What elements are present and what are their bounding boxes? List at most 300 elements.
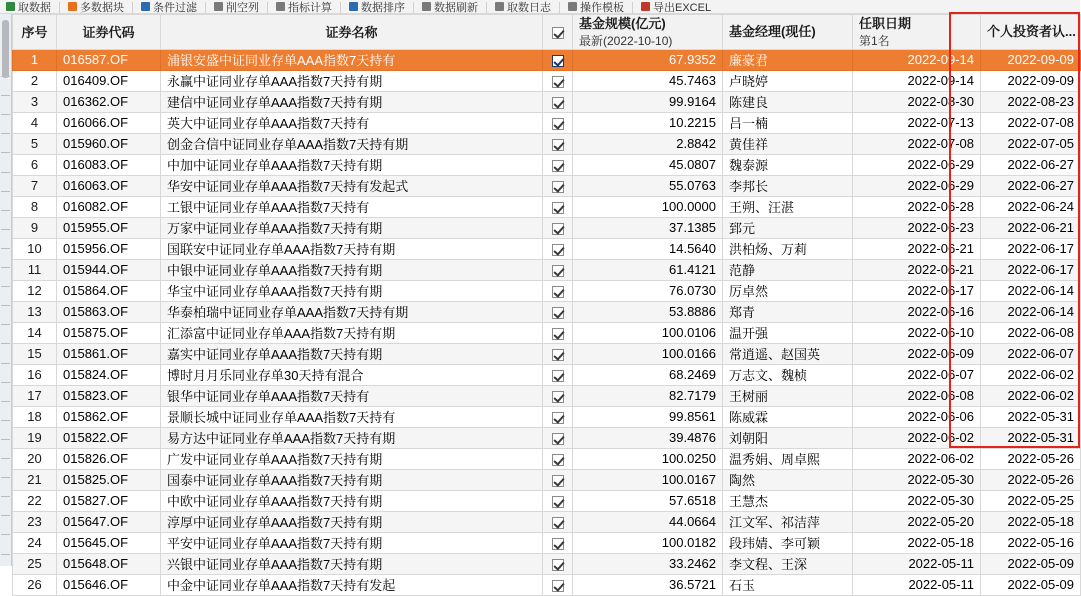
row-handle[interactable] (1, 401, 10, 402)
cell-fund-manager[interactable]: 郅元 (723, 217, 853, 238)
row-checkbox[interactable] (552, 181, 564, 193)
cell-individual-investor[interactable]: 2022-06-27 (981, 175, 1081, 196)
cell-checkbox[interactable] (543, 301, 573, 322)
table-row[interactable] (13, 448, 1081, 469)
toolbar-button-6[interactable] (416, 0, 484, 13)
cell-fund-scale[interactable]: 44.0664 (573, 511, 723, 532)
row-handle[interactable] (1, 439, 10, 440)
cell-fund-scale[interactable]: 10.2215 (573, 112, 723, 133)
toolbar-button-7[interactable] (489, 0, 557, 13)
cell-security-name[interactable]: 华安中证同业存单AAA指数7天持有发起式 (161, 175, 543, 196)
cell-security-name[interactable]: 汇添富中证同业存单AAA指数7天持有期 (161, 322, 543, 343)
cell-fund-scale[interactable]: 61.4121 (573, 259, 723, 280)
cell-checkbox[interactable] (543, 364, 573, 385)
cell-fund-scale[interactable]: 36.5721 (573, 574, 723, 595)
cell-tenure-date[interactable]: 2022-09-14 (853, 70, 981, 91)
row-handle[interactable] (1, 515, 10, 516)
cell-checkbox[interactable] (543, 238, 573, 259)
row-handle[interactable] (1, 172, 10, 173)
cell-security-name[interactable]: 易方达中证同业存单AAA指数7天持有期 (161, 427, 543, 448)
row-checkbox[interactable] (552, 391, 564, 403)
table-row[interactable] (13, 91, 1081, 112)
table-row[interactable] (13, 469, 1081, 490)
cell-security-code[interactable]: 015825.OF (57, 469, 161, 490)
cell-individual-investor[interactable]: 2022-06-17 (981, 238, 1081, 259)
cell-fund-manager[interactable]: 王树丽 (723, 385, 853, 406)
cell-tenure-date[interactable]: 2022-05-30 (853, 469, 981, 490)
row-handle[interactable] (1, 305, 10, 306)
row-handle[interactable] (1, 248, 10, 249)
cell-index[interactable]: 19 (13, 427, 57, 448)
cell-tenure-date[interactable]: 2022-05-20 (853, 511, 981, 532)
row-checkbox[interactable] (552, 55, 564, 67)
column-header-tenure-date[interactable] (853, 15, 981, 50)
cell-security-name[interactable]: 嘉实中证同业存单AAA指数7天持有期 (161, 343, 543, 364)
row-handle[interactable] (1, 554, 10, 555)
cell-fund-scale[interactable]: 68.2469 (573, 364, 723, 385)
cell-index[interactable]: 18 (13, 406, 57, 427)
cell-index[interactable]: 24 (13, 532, 57, 553)
cell-index[interactable]: 6 (13, 154, 57, 175)
cell-index[interactable]: 8 (13, 196, 57, 217)
toolbar-button-5[interactable] (343, 0, 411, 13)
row-checkbox[interactable] (552, 370, 564, 382)
cell-checkbox[interactable] (543, 91, 573, 112)
cell-fund-manager[interactable]: 陈建良 (723, 91, 853, 112)
cell-security-name[interactable]: 英大中证同业存单AAA指数7天持有 (161, 112, 543, 133)
row-checkbox[interactable] (552, 118, 564, 130)
cell-checkbox[interactable] (543, 70, 573, 91)
cell-fund-scale[interactable]: 100.0250 (573, 448, 723, 469)
cell-index[interactable]: 26 (13, 574, 57, 595)
cell-tenure-date[interactable]: 2022-05-18 (853, 532, 981, 553)
cell-index[interactable]: 16 (13, 364, 57, 385)
cell-tenure-date[interactable]: 2022-06-29 (853, 175, 981, 196)
cell-security-code[interactable]: 015956.OF (57, 238, 161, 259)
cell-checkbox[interactable] (543, 133, 573, 154)
cell-fund-scale[interactable]: 2.8842 (573, 133, 723, 154)
cell-index[interactable]: 4 (13, 112, 57, 133)
cell-individual-investor[interactable]: 2022-05-25 (981, 490, 1081, 511)
table-row[interactable] (13, 70, 1081, 91)
cell-individual-investor[interactable]: 2022-08-23 (981, 91, 1081, 112)
cell-security-name[interactable]: 淳厚中证同业存单AAA指数7天持有期 (161, 511, 543, 532)
cell-checkbox[interactable] (543, 343, 573, 364)
cell-individual-investor[interactable]: 2022-09-09 (981, 49, 1081, 70)
cell-tenure-date[interactable]: 2022-06-17 (853, 280, 981, 301)
column-header-name[interactable]: 证券名称 (161, 15, 543, 50)
toolbar-button-2[interactable] (135, 0, 203, 13)
cell-security-code[interactable]: 015861.OF (57, 343, 161, 364)
cell-individual-investor[interactable]: 2022-05-09 (981, 553, 1081, 574)
cell-security-code[interactable]: 015648.OF (57, 553, 161, 574)
row-checkbox[interactable] (552, 433, 564, 445)
cell-index[interactable]: 23 (13, 511, 57, 532)
column-header-fund-scale[interactable] (573, 15, 723, 50)
cell-fund-manager[interactable]: 王慧杰 (723, 490, 853, 511)
cell-security-code[interactable]: 016063.OF (57, 175, 161, 196)
cell-security-name[interactable]: 银华中证同业存单AAA指数7天持有 (161, 385, 543, 406)
row-checkbox[interactable] (552, 223, 564, 235)
cell-individual-investor[interactable]: 2022-06-14 (981, 280, 1081, 301)
cell-fund-manager[interactable]: 万志文、魏桢 (723, 364, 853, 385)
row-handle[interactable] (1, 267, 10, 268)
table-row[interactable] (13, 574, 1081, 595)
cell-individual-investor[interactable]: 2022-06-08 (981, 322, 1081, 343)
cell-fund-scale[interactable]: 14.5640 (573, 238, 723, 259)
row-handle[interactable] (1, 229, 10, 230)
cell-fund-scale[interactable]: 99.8561 (573, 406, 723, 427)
cell-tenure-date[interactable]: 2022-06-23 (853, 217, 981, 238)
cell-fund-manager[interactable]: 常逍遥、赵国英 (723, 343, 853, 364)
cell-index[interactable]: 17 (13, 385, 57, 406)
cell-security-code[interactable]: 016066.OF (57, 112, 161, 133)
table-row[interactable] (13, 238, 1081, 259)
row-checkbox[interactable] (552, 517, 564, 529)
cell-fund-scale[interactable]: 55.0763 (573, 175, 723, 196)
cell-index[interactable]: 5 (13, 133, 57, 154)
column-header-individual-investor[interactable] (981, 15, 1081, 50)
cell-individual-investor[interactable]: 2022-06-07 (981, 343, 1081, 364)
row-handle[interactable] (1, 324, 10, 325)
cell-individual-investor[interactable]: 2022-07-05 (981, 133, 1081, 154)
cell-individual-investor[interactable]: 2022-06-02 (981, 385, 1081, 406)
cell-security-code[interactable]: 015826.OF (57, 448, 161, 469)
cell-tenure-date[interactable]: 2022-06-28 (853, 196, 981, 217)
toolbar-button-4[interactable] (270, 0, 338, 13)
toolbar-button-3[interactable] (208, 0, 265, 13)
cell-fund-manager[interactable]: 江文军、祁洁萍 (723, 511, 853, 532)
cell-index[interactable]: 13 (13, 301, 57, 322)
toolbar-button-0[interactable] (0, 0, 57, 13)
column-header-index[interactable]: 序号 (13, 15, 57, 50)
cell-tenure-date[interactable]: 2022-06-21 (853, 259, 981, 280)
cell-index[interactable]: 1 (13, 49, 57, 70)
row-checkbox[interactable] (552, 202, 564, 214)
cell-fund-scale[interactable]: 82.7179 (573, 385, 723, 406)
cell-fund-manager[interactable]: 李文程、王深 (723, 553, 853, 574)
cell-checkbox[interactable] (543, 469, 573, 490)
table-row[interactable] (13, 511, 1081, 532)
cell-fund-manager[interactable]: 温开强 (723, 322, 853, 343)
cell-fund-manager[interactable]: 吕一楠 (723, 112, 853, 133)
cell-individual-investor[interactable]: 2022-05-26 (981, 448, 1081, 469)
cell-fund-manager[interactable]: 刘朝阳 (723, 427, 853, 448)
cell-fund-manager[interactable]: 魏泰源 (723, 154, 853, 175)
cell-security-name[interactable]: 博时月月乐同业存单30天持有混合 (161, 364, 543, 385)
table-row[interactable] (13, 490, 1081, 511)
cell-security-code[interactable]: 016082.OF (57, 196, 161, 217)
cell-index[interactable]: 14 (13, 322, 57, 343)
cell-security-code[interactable]: 015827.OF (57, 490, 161, 511)
cell-index[interactable]: 9 (13, 217, 57, 238)
cell-checkbox[interactable] (543, 112, 573, 133)
row-handle[interactable] (1, 133, 10, 134)
row-handle[interactable] (1, 210, 10, 211)
cell-individual-investor[interactable]: 2022-07-08 (981, 112, 1081, 133)
cell-security-code[interactable]: 015647.OF (57, 511, 161, 532)
cell-security-code[interactable]: 015864.OF (57, 280, 161, 301)
cell-fund-manager[interactable]: 廉豪君 (723, 49, 853, 70)
cell-security-code[interactable]: 015823.OF (57, 385, 161, 406)
cell-checkbox[interactable] (543, 385, 573, 406)
row-checkbox[interactable] (552, 160, 564, 172)
cell-index[interactable]: 12 (13, 280, 57, 301)
cell-security-name[interactable]: 浦银安盛中证同业存单AAA指数7天持有 (161, 49, 543, 70)
cell-checkbox[interactable] (543, 49, 573, 70)
row-handle[interactable] (1, 286, 10, 287)
cell-security-code[interactable]: 015863.OF (57, 301, 161, 322)
cell-security-name[interactable]: 广发中证同业存单AAA指数7天持有期 (161, 448, 543, 469)
cell-index[interactable]: 22 (13, 490, 57, 511)
row-checkbox[interactable] (552, 244, 564, 256)
cell-fund-scale[interactable]: 53.8886 (573, 301, 723, 322)
cell-index[interactable]: 25 (13, 553, 57, 574)
cell-security-name[interactable]: 永赢中证同业存单AAA指数7天持有期 (161, 70, 543, 91)
row-checkbox[interactable] (552, 454, 564, 466)
cell-individual-investor[interactable]: 2022-05-18 (981, 511, 1081, 532)
cell-fund-scale[interactable]: 37.1385 (573, 217, 723, 238)
cell-tenure-date[interactable]: 2022-06-16 (853, 301, 981, 322)
row-checkbox[interactable] (552, 76, 564, 88)
vertical-scrollbar-thumb[interactable] (2, 20, 9, 78)
cell-tenure-date[interactable]: 2022-05-30 (853, 490, 981, 511)
cell-tenure-date[interactable]: 2022-06-02 (853, 448, 981, 469)
cell-security-code[interactable]: 015824.OF (57, 364, 161, 385)
data-grid[interactable] (12, 14, 1080, 594)
cell-security-name[interactable]: 中欧中证同业存单AAA指数7天持有期 (161, 490, 543, 511)
cell-security-name[interactable]: 工银中证同业存单AAA指数7天持有 (161, 196, 543, 217)
table-row[interactable] (13, 427, 1081, 448)
table-row[interactable] (13, 343, 1081, 364)
row-handle[interactable] (1, 95, 10, 96)
cell-checkbox[interactable] (543, 427, 573, 448)
row-handle[interactable] (1, 496, 10, 497)
cell-tenure-date[interactable]: 2022-07-08 (853, 133, 981, 154)
table-row[interactable] (13, 532, 1081, 553)
cell-fund-manager[interactable]: 段玮婧、李可颖 (723, 532, 853, 553)
table-row[interactable] (13, 196, 1081, 217)
cell-individual-investor[interactable]: 2022-06-17 (981, 259, 1081, 280)
cell-security-name[interactable]: 兴银中证同业存单AAA指数7天持有期 (161, 553, 543, 574)
table-row[interactable] (13, 553, 1081, 574)
cell-checkbox[interactable] (543, 196, 573, 217)
cell-fund-scale[interactable]: 57.6518 (573, 490, 723, 511)
cell-fund-scale[interactable]: 76.0730 (573, 280, 723, 301)
row-handle[interactable] (1, 420, 10, 421)
cell-tenure-date[interactable]: 2022-06-07 (853, 364, 981, 385)
cell-checkbox[interactable] (543, 406, 573, 427)
row-gutter[interactable] (0, 14, 12, 566)
cell-fund-manager[interactable]: 卢晓婷 (723, 70, 853, 91)
cell-security-code[interactable]: 015960.OF (57, 133, 161, 154)
cell-fund-manager[interactable]: 厉卓然 (723, 280, 853, 301)
cell-checkbox[interactable] (543, 259, 573, 280)
row-checkbox[interactable] (552, 559, 564, 571)
cell-fund-scale[interactable]: 100.0000 (573, 196, 723, 217)
row-handle[interactable] (1, 114, 10, 115)
cell-fund-manager[interactable]: 范静 (723, 259, 853, 280)
cell-security-code[interactable]: 016587.OF (57, 49, 161, 70)
row-handle[interactable] (1, 382, 10, 383)
cell-individual-investor[interactable]: 2022-05-31 (981, 427, 1081, 448)
cell-checkbox[interactable] (543, 280, 573, 301)
cell-tenure-date[interactable]: 2022-06-06 (853, 406, 981, 427)
row-handle[interactable] (1, 152, 10, 153)
cell-fund-scale[interactable]: 45.7463 (573, 70, 723, 91)
cell-security-code[interactable]: 016362.OF (57, 91, 161, 112)
cell-security-code[interactable]: 015862.OF (57, 406, 161, 427)
table-row[interactable] (13, 322, 1081, 343)
cell-security-name[interactable]: 国联安中证同业存单AAA指数7天持有期 (161, 238, 543, 259)
cell-fund-scale[interactable]: 100.0167 (573, 469, 723, 490)
cell-individual-investor[interactable]: 2022-06-27 (981, 154, 1081, 175)
cell-tenure-date[interactable]: 2022-06-02 (853, 427, 981, 448)
cell-checkbox[interactable] (543, 532, 573, 553)
cell-index[interactable]: 10 (13, 238, 57, 259)
cell-fund-manager[interactable]: 石玉 (723, 574, 853, 595)
cell-security-name[interactable]: 中加中证同业存单AAA指数7天持有期 (161, 154, 543, 175)
cell-fund-scale[interactable]: 99.9164 (573, 91, 723, 112)
cell-fund-manager[interactable]: 温秀娟、周卓熙 (723, 448, 853, 469)
row-checkbox[interactable] (552, 139, 564, 151)
cell-individual-investor[interactable]: 2022-06-24 (981, 196, 1081, 217)
row-checkbox[interactable] (552, 286, 564, 298)
cell-index[interactable]: 15 (13, 343, 57, 364)
cell-security-name[interactable]: 建信中证同业存单AAA指数7天持有期 (161, 91, 543, 112)
row-checkbox[interactable] (552, 496, 564, 508)
cell-individual-investor[interactable]: 2022-06-14 (981, 301, 1081, 322)
cell-checkbox[interactable] (543, 448, 573, 469)
row-handle[interactable] (1, 76, 10, 77)
cell-fund-manager[interactable]: 王朔、汪湛 (723, 196, 853, 217)
cell-security-code[interactable]: 016409.OF (57, 70, 161, 91)
cell-security-code[interactable]: 015645.OF (57, 532, 161, 553)
row-checkbox[interactable] (552, 265, 564, 277)
cell-checkbox[interactable] (543, 217, 573, 238)
toolbar-button-1[interactable] (62, 0, 130, 13)
cell-fund-manager[interactable]: 郑青 (723, 301, 853, 322)
cell-tenure-date[interactable]: 2022-05-11 (853, 574, 981, 595)
table-row[interactable] (13, 406, 1081, 427)
cell-index[interactable]: 2 (13, 70, 57, 91)
cell-security-name[interactable]: 平安中证同业存单AAA指数7天持有期 (161, 532, 543, 553)
cell-security-name[interactable]: 万家中证同业存单AAA指数7天持有期 (161, 217, 543, 238)
row-handle[interactable] (1, 191, 10, 192)
column-header-manager[interactable] (723, 15, 853, 50)
column-header-select-all[interactable] (543, 15, 573, 50)
column-header-code[interactable]: 证券代码 (57, 15, 161, 50)
cell-tenure-date[interactable]: 2022-06-10 (853, 322, 981, 343)
cell-index[interactable]: 20 (13, 448, 57, 469)
cell-security-code[interactable]: 015646.OF (57, 574, 161, 595)
cell-fund-scale[interactable]: 100.0106 (573, 322, 723, 343)
cell-fund-manager[interactable]: 李邦长 (723, 175, 853, 196)
table-row[interactable] (13, 49, 1081, 70)
table-row[interactable] (13, 133, 1081, 154)
cell-checkbox[interactable] (543, 553, 573, 574)
cell-fund-manager[interactable]: 洪柏炀、万莉 (723, 238, 853, 259)
cell-index[interactable]: 3 (13, 91, 57, 112)
row-checkbox[interactable] (552, 412, 564, 424)
cell-checkbox[interactable] (543, 175, 573, 196)
row-checkbox[interactable] (552, 475, 564, 487)
row-handle[interactable] (1, 534, 10, 535)
cell-security-name[interactable]: 国泰中证同业存单AAA指数7天持有期 (161, 469, 543, 490)
cell-tenure-date[interactable]: 2022-07-13 (853, 112, 981, 133)
cell-checkbox[interactable] (543, 154, 573, 175)
cell-security-name[interactable]: 创金合信中证同业存单AAA指数7天持有期 (161, 133, 543, 154)
cell-fund-manager[interactable]: 陈威霖 (723, 406, 853, 427)
cell-security-name[interactable]: 中银中证同业存单AAA指数7天持有期 (161, 259, 543, 280)
cell-fund-scale[interactable]: 67.9352 (573, 49, 723, 70)
table-row[interactable] (13, 217, 1081, 238)
table-row[interactable] (13, 364, 1081, 385)
toolbar-button-8[interactable] (562, 0, 630, 13)
table-row[interactable] (13, 112, 1081, 133)
row-checkbox[interactable] (552, 580, 564, 592)
cell-security-name[interactable]: 景顺长城中证同业存单AAA指数7天持有 (161, 406, 543, 427)
row-handle[interactable] (1, 477, 10, 478)
row-handle[interactable] (1, 363, 10, 364)
cell-security-code[interactable]: 015944.OF (57, 259, 161, 280)
cell-fund-scale[interactable]: 100.0182 (573, 532, 723, 553)
cell-security-code[interactable]: 016083.OF (57, 154, 161, 175)
cell-fund-scale[interactable]: 45.0807 (573, 154, 723, 175)
row-handle[interactable] (1, 458, 10, 459)
cell-individual-investor[interactable]: 2022-05-26 (981, 469, 1081, 490)
cell-index[interactable]: 11 (13, 259, 57, 280)
select-all-checkbox[interactable] (552, 27, 564, 39)
cell-tenure-date[interactable]: 2022-06-29 (853, 154, 981, 175)
cell-fund-scale[interactable]: 100.0166 (573, 343, 723, 364)
cell-security-name[interactable]: 华泰柏瑞中证同业存单AAA指数7天持有期 (161, 301, 543, 322)
cell-fund-manager[interactable]: 陶然 (723, 469, 853, 490)
cell-index[interactable]: 7 (13, 175, 57, 196)
cell-tenure-date[interactable]: 2022-05-11 (853, 553, 981, 574)
cell-checkbox[interactable] (543, 511, 573, 532)
cell-fund-manager[interactable]: 黄佳祥 (723, 133, 853, 154)
table-row[interactable] (13, 280, 1081, 301)
cell-checkbox[interactable] (543, 490, 573, 511)
cell-fund-scale[interactable]: 39.4876 (573, 427, 723, 448)
cell-individual-investor[interactable]: 2022-06-21 (981, 217, 1081, 238)
row-checkbox[interactable] (552, 349, 564, 361)
cell-tenure-date[interactable]: 2022-08-30 (853, 91, 981, 112)
cell-security-name[interactable]: 中金中证同业存单AAA指数7天持有发起 (161, 574, 543, 595)
cell-individual-investor[interactable]: 2022-06-02 (981, 364, 1081, 385)
table-row[interactable] (13, 154, 1081, 175)
toolbar-button-9[interactable] (635, 0, 717, 13)
table-row[interactable] (13, 301, 1081, 322)
row-checkbox[interactable] (552, 538, 564, 550)
table-row[interactable] (13, 385, 1081, 406)
row-handle[interactable] (1, 343, 10, 344)
cell-checkbox[interactable] (543, 322, 573, 343)
row-checkbox[interactable] (552, 328, 564, 340)
cell-tenure-date[interactable]: 2022-06-21 (853, 238, 981, 259)
cell-security-code[interactable]: 015822.OF (57, 427, 161, 448)
cell-individual-investor[interactable]: 2022-09-09 (981, 70, 1081, 91)
cell-individual-investor[interactable]: 2022-05-09 (981, 574, 1081, 595)
cell-tenure-date[interactable]: 2022-06-08 (853, 385, 981, 406)
row-checkbox[interactable] (552, 307, 564, 319)
table-row[interactable] (13, 175, 1081, 196)
cell-individual-investor[interactable]: 2022-05-16 (981, 532, 1081, 553)
cell-tenure-date[interactable]: 2022-09-14 (853, 49, 981, 70)
cell-index[interactable]: 21 (13, 469, 57, 490)
cell-individual-investor[interactable]: 2022-05-31 (981, 406, 1081, 427)
